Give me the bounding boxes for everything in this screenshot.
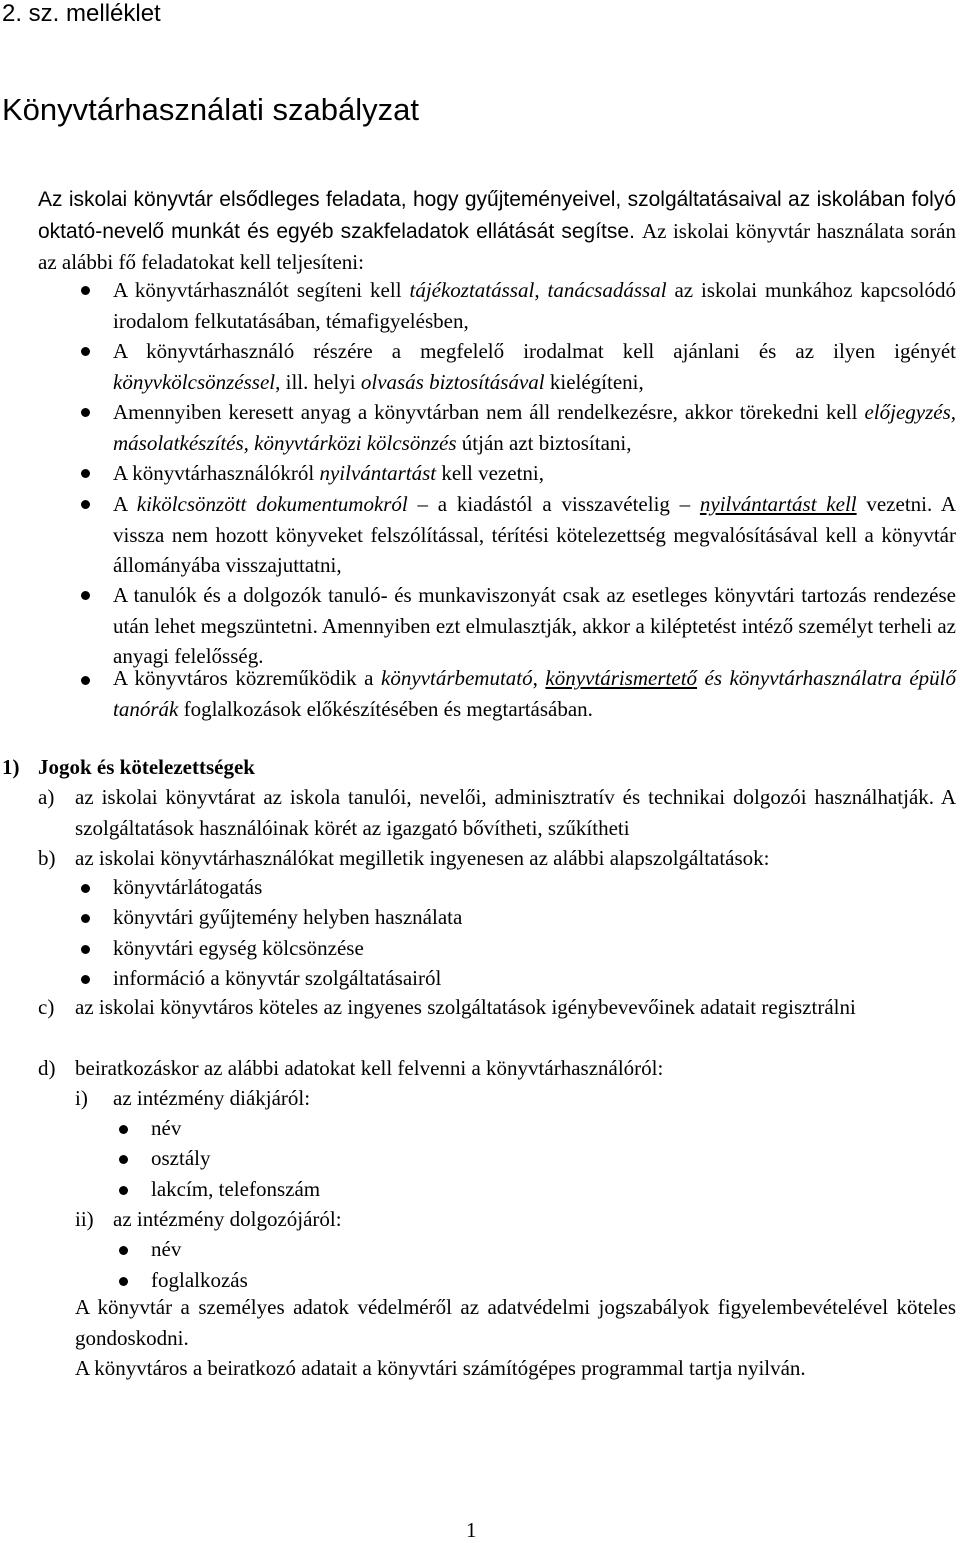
task-item-6: A tanulók és a dolgozók tanuló- és munkaviszonyát csak az esetleges könyvtári tartozás rendezése után lehet megszüntetni. Amennyiben ezt elmulasztják, akkor a kiléptetést intéző személyt terheli az anyagi felelősség. <box>113 583 956 668</box>
task-item-4: A könyvtárhasználókról nyilvántartást kell vezetni, <box>113 461 544 485</box>
bullet-icon <box>119 1125 128 1134</box>
item-marker-b: b) <box>38 846 56 870</box>
bullet-icon <box>81 469 90 478</box>
task-item-1: A könyvtárhasználót segíteni kell tájékoztatással, tanácsadással az iskolai munkához kapcsolódó irodalom felkutatásában, témafigyelésben, <box>113 278 957 333</box>
section-number: 1) <box>2 755 20 779</box>
bullet-icon <box>119 1155 128 1164</box>
student-data-item: név <box>151 1116 182 1140</box>
page-title: Könyvtárhasználati szabályzat <box>2 92 420 127</box>
service-item: könyvtári gyűjtemény helyben használata <box>113 905 463 929</box>
intro-text-1: Az iskolai könyvtár elsődleges feladata, hogy gyűjteményeivel, szolgáltatásaival az iskolában folyó oktató-nevelő munkát és egyéb szakfeladatok ellátását segítse. <box>38 188 956 243</box>
subitem-ii-text: az intézmény dolgozójáról: <box>113 1207 342 1231</box>
bullet-icon <box>81 591 90 600</box>
service-item: könyvtárlátogatás <box>113 875 263 899</box>
bullet-icon <box>81 408 90 417</box>
service-item: információ a könyvtár szolgáltatásairól <box>113 966 442 990</box>
student-data-item: osztály <box>151 1146 211 1170</box>
item-c-text: az iskolai könyvtáros köteles az ingyenes szolgáltatások igénybevevőinek adatait regisztrálni <box>75 995 856 1019</box>
section-heading: Jogok és kötelezettségek <box>38 755 255 779</box>
task-item-7: A könyvtáros közreműködik a könyvtárbemutató, könyvtárismertető és könyvtárhasználatra épülő tanórák foglalkozások előkészítésében és megtartásában. <box>113 666 956 721</box>
bullet-icon <box>81 914 90 923</box>
annex-label: 2. sz. melléklet <box>2 0 161 27</box>
intro-paragraph <box>38 185 956 279</box>
staff-data-item: foglalkozás <box>151 1268 248 1292</box>
item-marker-c: c) <box>38 995 55 1019</box>
intro-text-2: Az iskolai könyvtár használata során az alábbi fő feladatokat kell teljesíteni: <box>38 218 956 274</box>
bullet-icon <box>81 500 90 509</box>
subitem-marker-ii: ii) <box>75 1207 94 1231</box>
item-marker-a: a) <box>38 785 55 809</box>
task-item-2: A könyvtárhasználó részére a megfelelő irodalmat kell ajánlani és az ilyen igényét könyvkölcsönzéssel, ill. helyi olvasás biztosításával kielégíteni, <box>113 339 956 394</box>
subitem-marker-i: i) <box>75 1086 88 1110</box>
subitem-i-text: az intézmény diákjáról: <box>113 1086 311 1110</box>
item-a-text: az iskolai könyvtárat az iskola tanulói, nevelői, adminisztratív és technikai dolgozói használhatják. A szolgáltatások használóinak körét az igazgató bővítheti, szűkítheti <box>75 785 956 840</box>
bullet-icon <box>119 1246 128 1255</box>
data-protection-paragraph: A könyvtár a személyes adatok védelméről az adatvédelmi jogszabályok figyelembevételével köteles gondoskodni. <box>75 1295 956 1350</box>
bullet-icon <box>81 347 90 356</box>
bullet-icon <box>81 286 90 295</box>
bullet-icon <box>119 1186 128 1195</box>
registration-paragraph: A könyvtáros a beiratkozó adatait a könyvtári számítógépes programmal tartja nyilván. <box>75 1356 806 1380</box>
page-number: 1 <box>466 1518 477 1542</box>
bullet-icon <box>81 975 90 984</box>
task-item-5: A kikölcsönzött dokumentumokról – a kiadástól a visszavételig – nyilvántartást kell vezetni. A vissza nem hozott könyveket felszólítással, térítési kötelezettség megvalósításával kell a könyvtár állományába visszajuttatni, <box>113 492 956 577</box>
staff-data-item: név <box>151 1237 182 1261</box>
service-item: könyvtári egység kölcsönzése <box>113 936 364 960</box>
student-data-item: lakcím, telefonszám <box>151 1177 321 1201</box>
bullet-icon <box>81 676 90 685</box>
task-item-3: Amennyiben keresett anyag a könyvtárban nem áll rendelkezésre, akkor törekedni kell előjegyzés, másolatkészítés, könyvtárközi kölcsönzés útján azt biztosítani, <box>113 400 956 455</box>
item-b-text: az iskolai könyvtárhasználókat megilletik ingyenesen az alábbi alapszolgáltatások: <box>75 846 770 870</box>
bullet-icon <box>81 945 90 954</box>
item-d-text: beiratkozáskor az alábbi adatokat kell felvenni a könyvtárhasználóról: <box>75 1056 664 1080</box>
bullet-icon <box>81 884 90 893</box>
bullet-icon <box>119 1277 128 1286</box>
item-marker-d: d) <box>38 1056 56 1080</box>
